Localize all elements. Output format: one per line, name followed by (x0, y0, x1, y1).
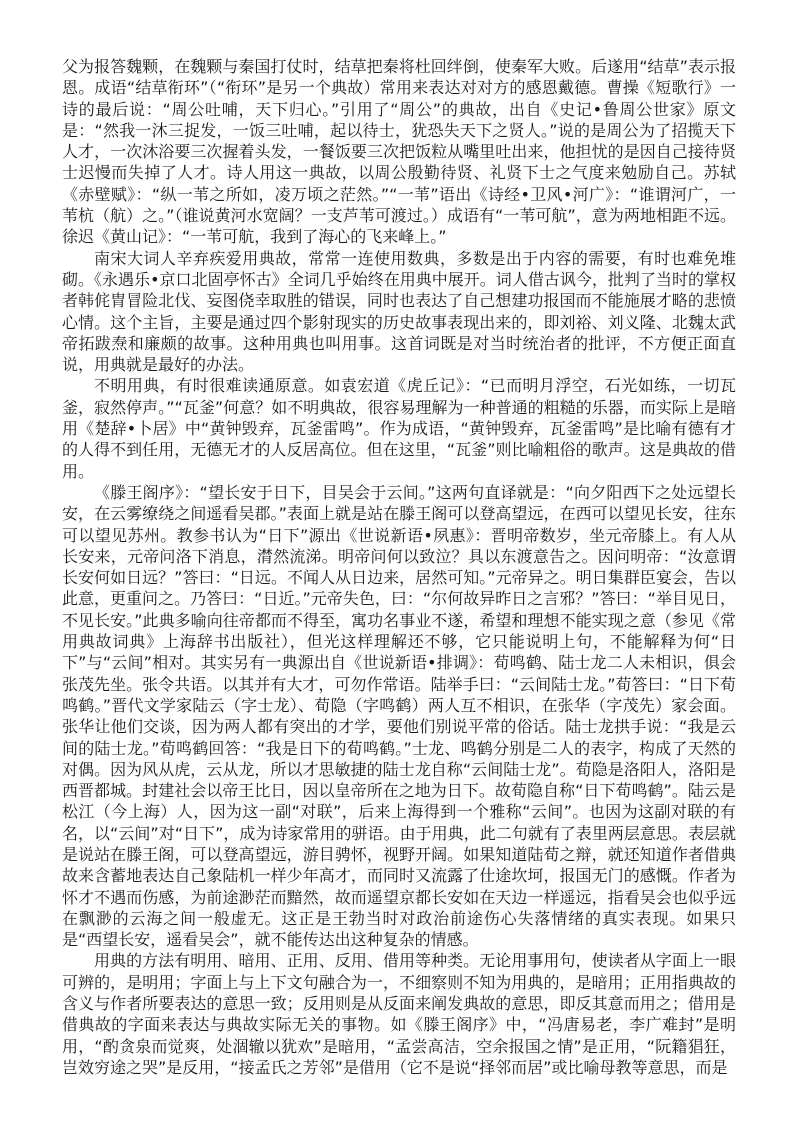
paragraph-4: 《滕王阁序》：“望长安于日下，目吴会于云间。”这两句直译就是：“向夕阳西下之处远望长安，在云雾缭绕之间遥看吴郡。”表面上就是站在滕王阁可以登高望远，在西可以望见长安，往东可以望见苏州。教参书认为“日下”源出《世说新语•夙惠》：晋明帝数岁，坐元帝膝上。有人从长安来，元帝问洛下消息，潸然流涕。明帝问何以致泣？具以东渡意告之。因问明帝：“汝意谓长安何如日远？”答曰：“日远。不闻人从日边来，居然可知。”元帝异之。明日集群臣宴会，告以此意，更重问之。乃答曰：“日近。”元帝失色，曰：“尔何故异昨日之言邪？”答曰：“举目见日，不见长安。”此典多喻向往帝都而不得至，寓功名事业不遂，希望和理想不能实现之意（参见《常用典故词典》上海辞书出版社），但光这样理解还不够，它只能说明上句，不能解释为何“日下”与“云间”相对。其实另有一典源出自《世说新语•排调》：荀鸣鹤、陆士龙二人未相识，俱会张茂先坐。张令共语。以其并有大才，可勿作常语。陆举手曰：“云间陆士龙。”荀答曰：“日下荀鸣鹤。”晋代文学家陆云（字士龙）、荀隐（字鸣鹤）两人互不相识，在张华（字茂先）家会面。张华让他们交谈，因为两人都有突出的才学，要他们别说平常的俗话。陆士龙拱手说：“我是云间的陆士龙。”荀鸣鹤回答：“我是日下的荀鸣鹤。”士龙、鸣鹤分别是二人的表字，构成了天然的对偶。因为风从虎，云从龙，所以才思敏捷的陆士龙自称“云间陆士龙”。荀隐是洛阳人，洛阳是西晋都城。封建社会以帝王比日，因以皇帝所在之地为日下。故荀隐自称“日下荀鸣鹤”。陆云是松江（今上海）人，因为这一副“对联”，后来上海得到一个雅称“云间”。也因为这副对联的有名，以“云间”对“日下”，成为诗家常用的骈语。由于用典，此二句就有了表里两层意思。表层就是说站在滕王阁，可以登高望远，游目骋怀，视野开阔。如果知道陆荀之辩，就还知道作者借典故来含蓄地表达自己象陆机一样少年高才，而同时又流露了仕途坎坷，报国无门的感慨。作者为怀才不遇而伤感，为前途渺茫而黯然，故而遥望京都长安如在天边一样遥远，指看吴会也似乎远在飘渺的云海之间一般虚无。这正是王勃当时对政治前途伤心失落情绪的真实表现。如果只是“西望长安，遥看吴会”，就不能传达出这种复杂的情感。 (62, 482, 736, 950)
paragraph-3: 不明用典，有时很难读通原意。如袁宏道《虎丘记》：“已而明月浮空，石光如练，一切瓦釜，寂然停声。”“瓦釜”何意？如不明典故，很容易理解为一种普通的粗糙的乐器，而实际上是暗用《楚辞•卜居》中“黄钟毁弃，瓦釜雷鸣”。作为成语，“黄钟毁弃，瓦釜雷鸣”是比喻有德有才的人得不到任用，无德无才的人反居高位。但在这里，“瓦釜”则比喻粗俗的歌声。这是典故的借用。 (62, 376, 736, 481)
paragraph-2: 南宋大词人辛弃疾爱用典故，常常一连使用数典，多数是出于内容的需要，有时也难免堆砌。《永遇乐•京口北固亭怀古》全词几乎始终在用典中展开。词人借古讽今，批判了当时的掌权者韩侂胄冒险北伐、妄图侥幸取胜的错误，同时也表达了自己想建功报国而不能施展才略的悲愤心情。这个主旨，主要是通过四个影射现实的历史故事表现出来的，即刘裕、刘义隆、北魏太武帝拓跋焘和廉颇的故事。这种用典也叫用事。这首词既是对当时统治者的批评，不方便正面直说，用典就是最好的办法。 (62, 248, 736, 375)
paragraph-1: 父为报答魏颗，在魏颗与秦国打仗时，结草把秦将杜回绊倒，使秦军大败。后遂用“结草”表示报恩。成语“结草衔环”（“衔环”是另一个典故）常用来表达对对方的感恩戴德。曹操《短歌行》一诗的最后说：“周公吐哺，天下归心。”引用了“周公”的典故，出自《史记•鲁周公世家》原文是：“然我一沐三捉发，一饭三吐哺，起以待士，犹恐失天下之贤人。”说的是周公为了招揽天下人才，一次沐浴要三次握着头发，一餐饭要三次把饭粒从嘴里吐出来，他担忧的是因自己接待贤士迟慢而失掉了人才。诗人用这一典故，以周公殷勤待贤、礼贤下士之气度来勉励自己。苏轼《赤壁赋》：“纵一苇之所如，凌万顷之茫然。”“一苇”语出《诗经•卫风•河广》：“谁谓河广，一苇杭（航）之。”（谁说黄河水宽阔？一支芦苇可渡过。）成语有“一苇可航”，意为两地相距不远。徐迟《黄山记》：“一苇可航，我到了海心的飞来峰上。” (62, 57, 736, 247)
paragraph-5: 用典的方法有明用、暗用、正用、反用、借用等种类。无论用事用句，使读者从字面上一眼可辨的，是明用；字面上与上下文句融合为一，不细察则不知为用典的，是暗用；正用指典故的含义与作者所要表达的意思一致；反用则是从反面来阐发典故的意思，即反其意而用之；借用是借典故的字面来表达与典故实际无关的事物。如《滕王阁序》中，“冯唐易老，李广难封”是明用，“酌贪泉而觉爽，处涸辙以犹欢”是暗用，“孟尝高洁，空余报国之情”是正用，“阮籍猖狂，岂效穷途之哭”是反用，“接孟氏之芳邻”是借用（它不是说“择邻而居”或比喻母教等意思，而是 (62, 951, 736, 1077)
document-page (62, 56, 736, 1078)
